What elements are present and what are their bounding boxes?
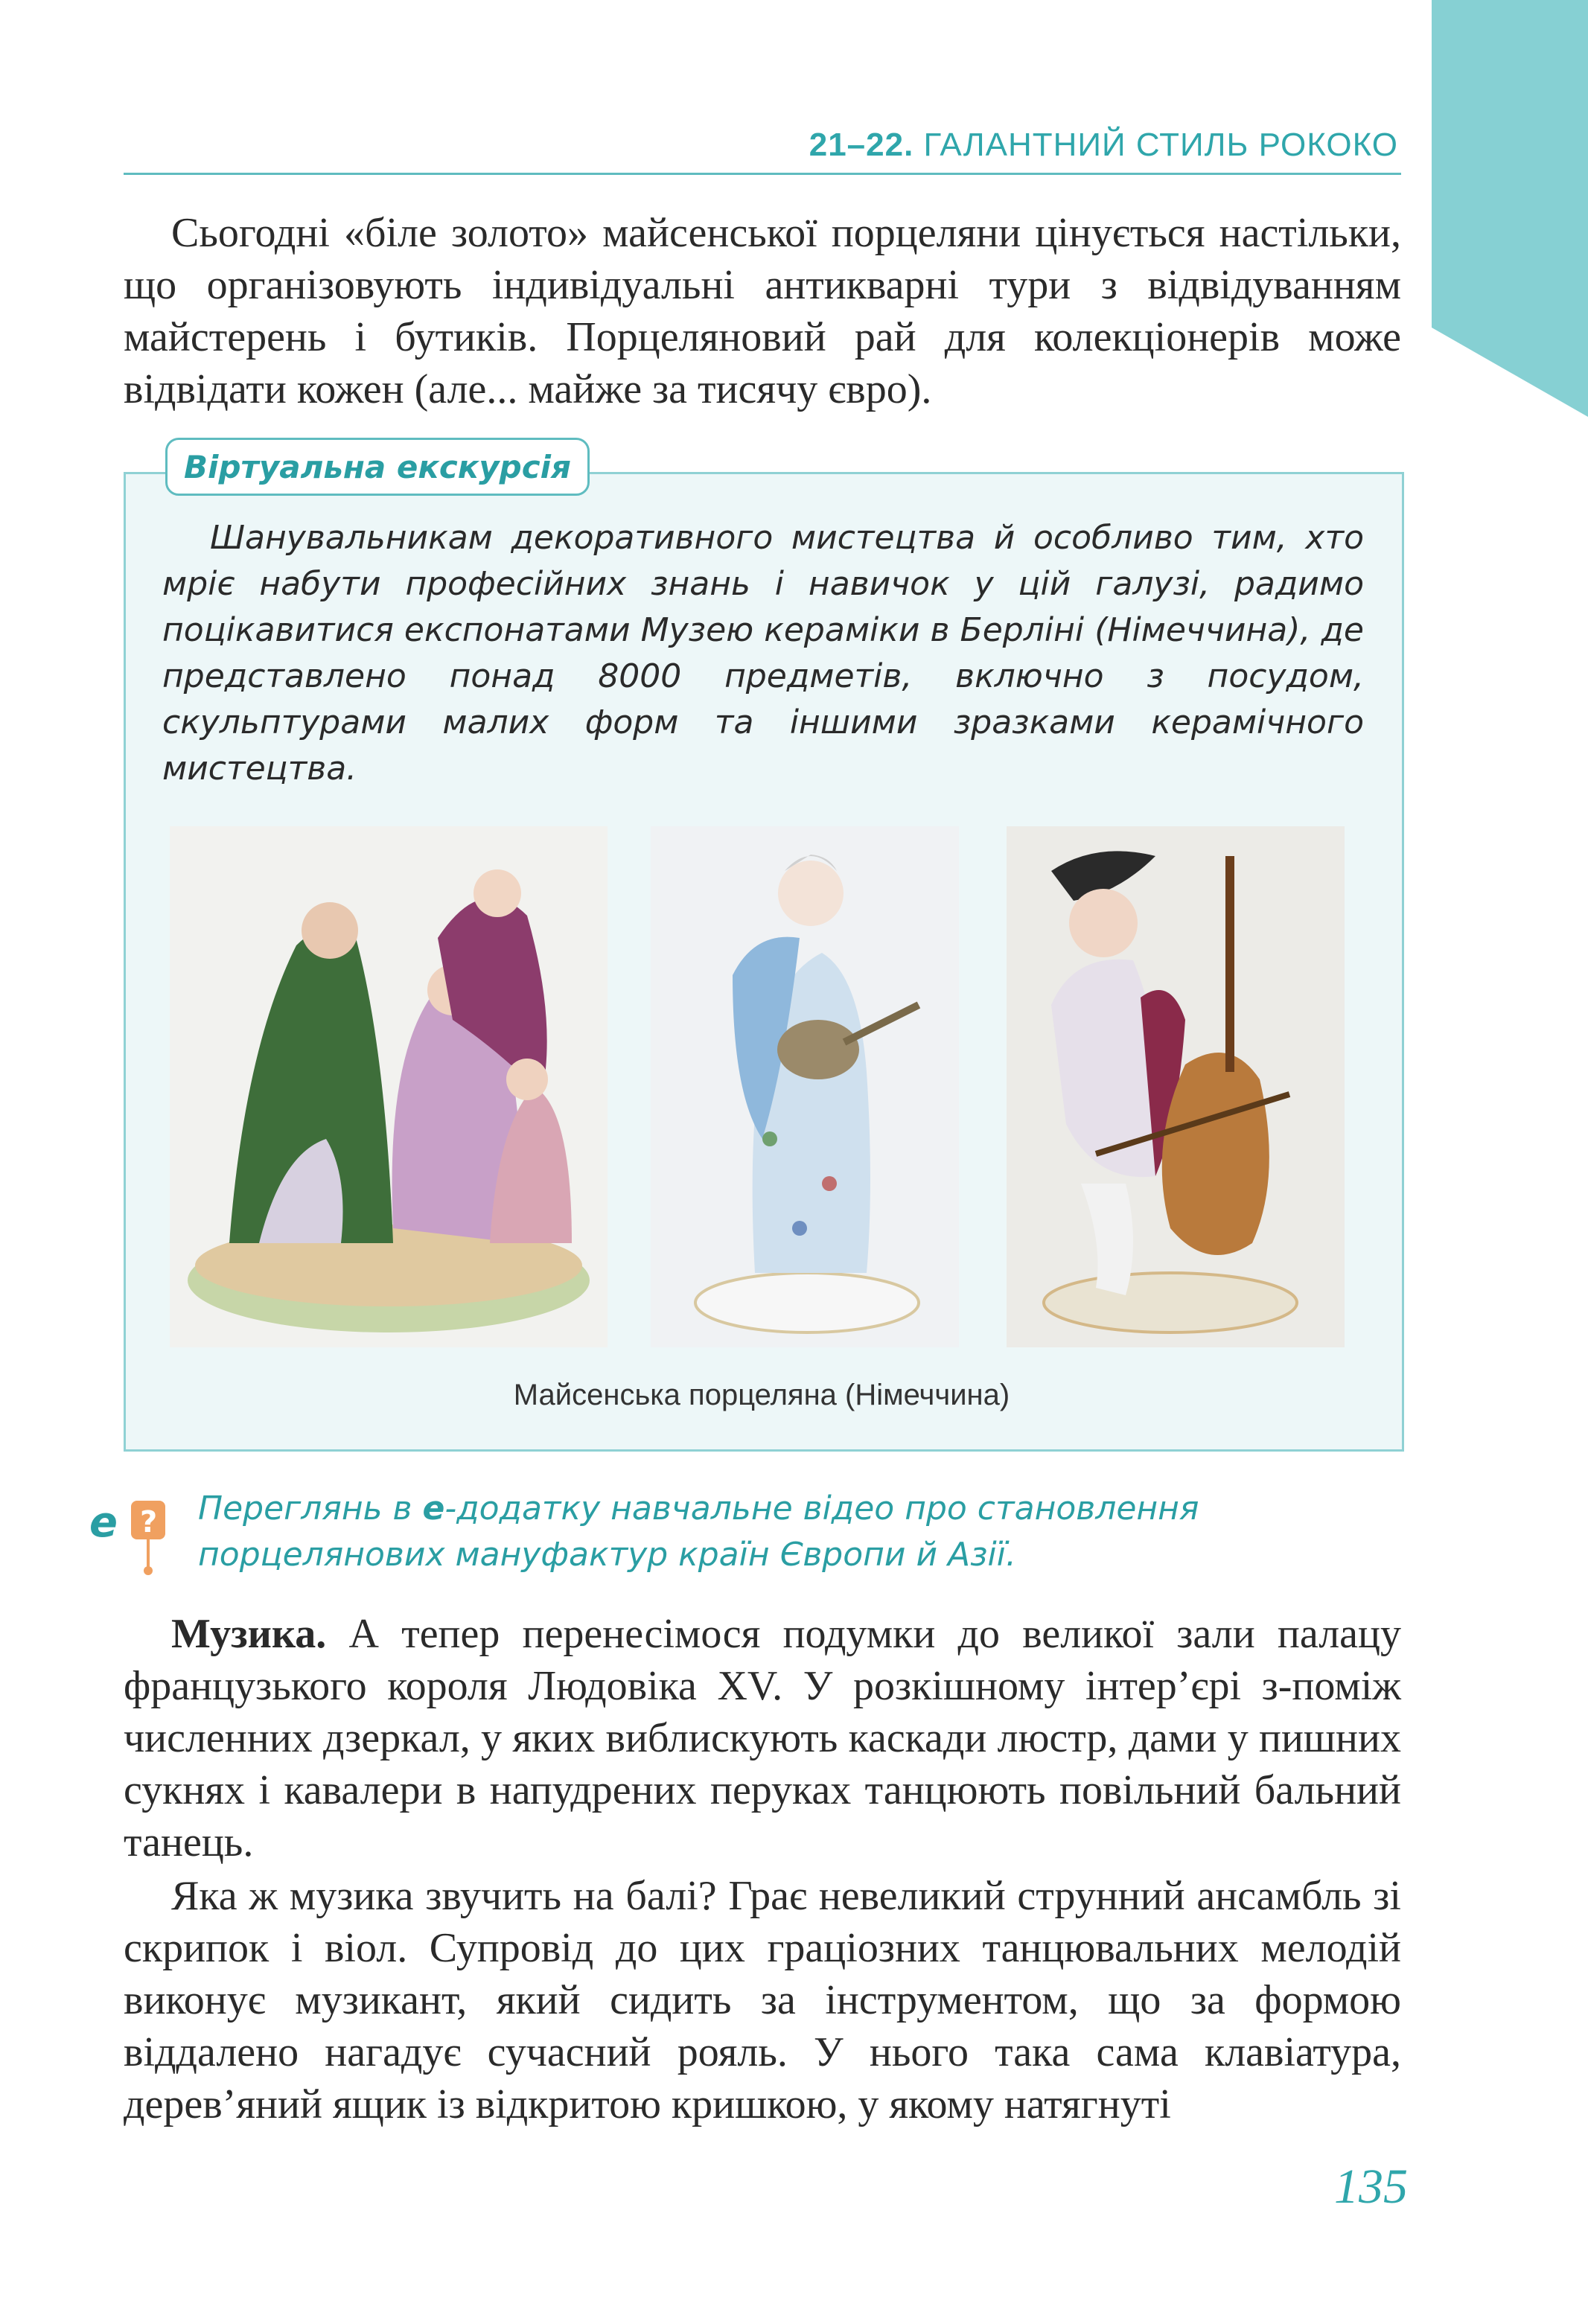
porcelain-group-photo [170, 826, 608, 1347]
paragraph-meissen-porcelain: Сьогодні «біле золото» майсенської порцеляни цінується настільки, що організовують індивідуальні антикварні тури з відвідуванням майстерень і бутиків. Порцеляновий рай для колекціонерів може відвідати кожен (але... майже за тисячу євро). [124, 210, 1401, 412]
corner-tab-decoration [1432, 0, 1588, 417]
e-note-letter: е [422, 1490, 445, 1527]
svg-text:?: ? [140, 1505, 158, 1539]
page-number: 135 [1334, 2159, 1408, 2214]
chapter-title [809, 127, 1398, 164]
chapter-number: 21–22. [809, 127, 914, 163]
e-supplement-icon [89, 1490, 171, 1580]
paragraph-ball-music: Яка ж музика звучить на балі? Грає невеликий струнний ансамбль зі скрипок і віол. Супровід до цих граціозних танцювальних мелодій виконує музикант, який сидить за інструментом, що за формою віддалено нагадує сучасний рояль. У нього така сама клавіатура, дерев’яний ящик із відкритою кришкою, у якому натягнуті [124, 1873, 1401, 2127]
e-supplement-note [198, 1486, 1401, 1578]
paragraph-music [124, 1608, 1401, 1868]
e-note-before: Переглянь в [198, 1490, 423, 1527]
chapter-name: ГАЛАНТНИЙ СТИЛЬ РОКОКО [923, 127, 1398, 163]
e-note-after: -додатку навчальне відео про становлення порцелянових мануфактур країн Європи й Азії. [198, 1490, 1199, 1574]
porcelain-cellist-photo [1007, 826, 1345, 1347]
svg-text:e: e [89, 1498, 118, 1547]
virtual-tour-label: Віртуальна екскурсія [165, 438, 590, 496]
photo-caption: Майсенська порцеляна (Німеччина) [513, 1379, 1010, 1411]
paragraph-music-text: А тепер перенесімося подумки до великої зали палацу французького короля Людовіка XV. У розкішному інтер’єрі з-поміж численних дзеркал, у яких виблискують каскади люстр, дами у пишних сукнях і кавалери в напудрених перуках танцюють повільний бальний танець. [124, 1611, 1401, 1865]
porcelain-lute-player-photo [651, 826, 959, 1347]
chapter-header [124, 119, 1401, 175]
virtual-tour-text: Шанувальникам декоративного мистецтва й особливо тим, хто мріє набути професійних знань і навичок у цій галузі, радимо поцікавитися експонатами Музею кераміки в Берліні (Німеччина), де представлено понад 8000 предметів, включно з посудом, скульптурами малих форм та іншими зразками керамічного мистецтва. [162, 519, 1364, 788]
paragraph-music-lead: Музика. [171, 1611, 327, 1657]
